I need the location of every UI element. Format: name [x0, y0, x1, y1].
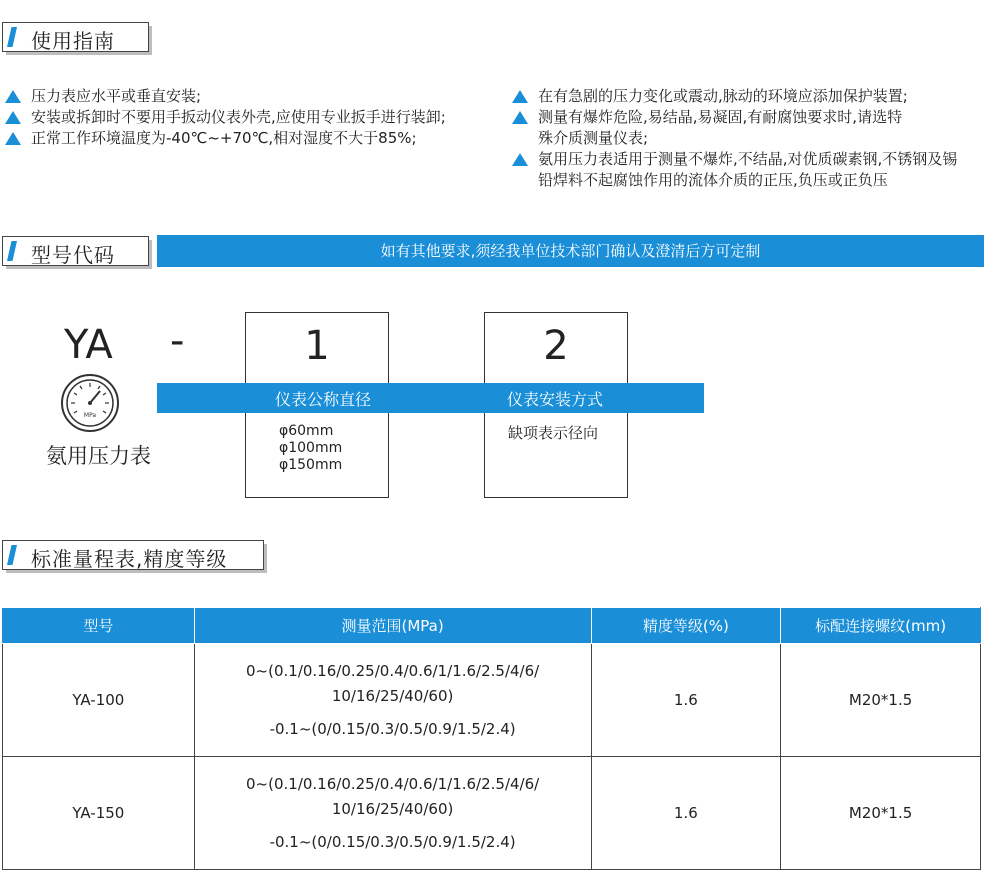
triangle-bullet-icon: [5, 111, 21, 124]
model-code-section-heading: [2, 236, 149, 266]
usage-item: 氨用压力表适用于测量不爆炸,不结晶,对优质碳素钢,不锈钢及锡铅焊料不起腐蚀作用的流体介质的正压,负压或正负压: [512, 149, 967, 191]
col-header-model: 型号: [3, 608, 195, 644]
diameter-option: φ60mm: [279, 423, 334, 439]
table-row: [3, 757, 981, 870]
usage-item: 在有急剧的压力变化或震动,脉动的环境应添加保护装置;: [512, 86, 967, 107]
triangle-bullet-icon: [512, 153, 528, 166]
cell-thread: M20*1.5: [781, 644, 981, 757]
col-header-range: 测量范围(MPa): [194, 608, 591, 644]
spec-heading-text: 标准量程表,精度等级: [31, 547, 228, 571]
cell-accuracy: 1.6: [591, 644, 781, 757]
model-prefix: YA: [64, 322, 113, 368]
usage-item: 测量有爆炸危险,易结晶,易凝固,有耐腐蚀要求时,请选特殊介质测量仪表;: [512, 107, 967, 149]
range-line: 10/16/25/40/60): [331, 799, 454, 818]
gauge-unit-text: MPa: [83, 412, 97, 419]
diameter-options: [279, 423, 342, 474]
custom-order-notice: 如有其他要求,须经我单位技术部门确认及澄清后方可定制: [157, 235, 984, 267]
col-header-thread: 标配连接螺纹(mm): [781, 608, 981, 644]
range-line: 0~(0.1/0.16/0.25/0.4/0.6/1/1.6/2.5/4/6/: [246, 774, 540, 793]
heading-flag-icon: [7, 545, 17, 565]
usage-heading-text: 使用指南: [31, 29, 115, 53]
cell-range: [194, 644, 591, 757]
spec-table: [2, 607, 981, 870]
pressure-gauge-icon: [60, 373, 120, 433]
diameter-option: φ100mm: [279, 440, 343, 456]
table-header-row: [3, 608, 981, 644]
usage-item: 安装或拆卸时不要用手扳动仪表外壳,应使用专业扳手进行装卸;: [5, 107, 460, 128]
code-box-2-label: 仪表安装方式: [507, 390, 604, 409]
usage-item: 正常工作环境温度为-40℃~+70℃,相对湿度不大于85%;: [5, 128, 460, 149]
model-dash: -: [170, 318, 185, 364]
range-line: 0~(0.1/0.16/0.25/0.4/0.6/1/1.6/2.5/4/6/: [246, 661, 540, 680]
cell-model: YA-100: [3, 644, 195, 757]
heading-flag-icon: [7, 241, 17, 261]
triangle-bullet-icon: [512, 90, 528, 103]
triangle-bullet-icon: [512, 111, 528, 124]
col-header-accuracy: 精度等级(%): [591, 608, 781, 644]
range-line: -0.1~(0/0.15/0.3/0.5/0.9/1.5/2.4): [269, 832, 516, 851]
usage-section-heading: [2, 22, 149, 52]
spec-section-heading: [2, 540, 264, 570]
code-box-2-number: 2: [543, 323, 569, 369]
product-name: 氨用压力表: [46, 444, 151, 468]
code-label-bar: [157, 383, 704, 413]
range-line: -0.1~(0/0.15/0.3/0.5/0.9/1.5/2.4): [269, 719, 516, 738]
triangle-bullet-icon: [5, 90, 21, 103]
range-line: 10/16/25/40/60): [331, 686, 454, 705]
cell-thread: M20*1.5: [781, 757, 981, 870]
cell-range: [194, 757, 591, 870]
table-row: [3, 644, 981, 757]
mount-option: 缺项表示径向: [508, 424, 599, 442]
usage-right-list: [512, 86, 967, 191]
usage-left-list: [5, 86, 460, 149]
code-box-1-label: 仪表公称直径: [275, 390, 372, 409]
usage-item: 压力表应水平或垂直安装;: [5, 86, 460, 107]
cell-accuracy: 1.6: [591, 757, 781, 870]
cell-model: YA-150: [3, 757, 195, 870]
heading-flag-icon: [7, 27, 17, 47]
model-code-heading-text: 型号代码: [31, 243, 115, 267]
diameter-option: φ150mm: [279, 457, 343, 473]
triangle-bullet-icon: [5, 132, 21, 145]
code-box-1-number: 1: [304, 323, 330, 369]
